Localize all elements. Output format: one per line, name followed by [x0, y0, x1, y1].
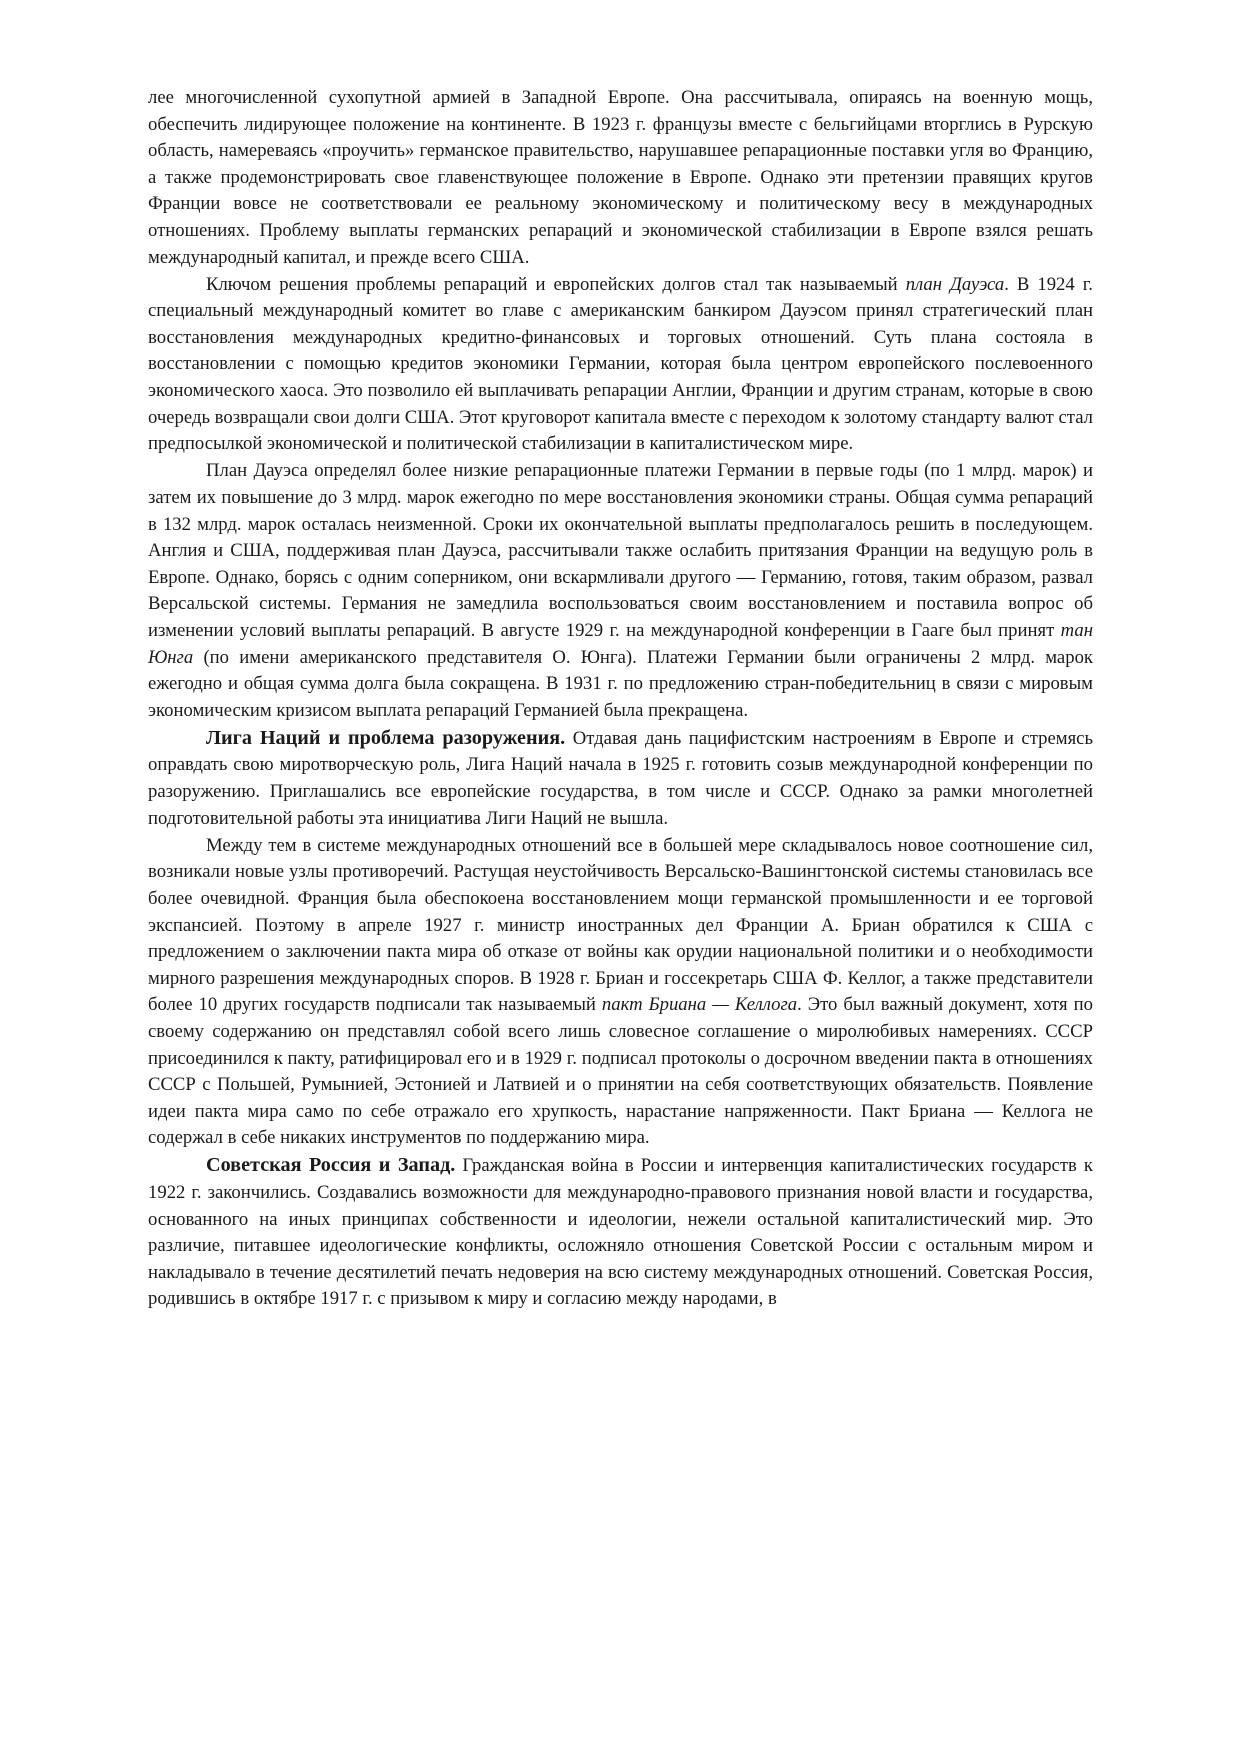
section-heading-soviet-russia-and-west: Советская Россия и Запад. — [206, 1154, 456, 1177]
paragraph-5 — [148, 833, 1093, 1152]
section-heading-league-of-nations: Лига Наций и проблема разоружения. — [206, 726, 566, 749]
paragraph-2-text-a: Ключом решения проблемы репараций и европейских долгов стал так называемый — [206, 273, 906, 295]
paragraph-1 — [148, 85, 1093, 271]
paragraph-4-text: Отдавая дань пацифистским настроениям в Европе и стремясь оправдать свою миротворческую роль, Лига Наций начала в 1925 г. готовить созыв международной конференции по разоружению. Приглашались все европейские государства, в том числе и СССР. Однако за рамки многолетней подготовительной работы эта инициатива Лиги Наций не вышла. — [148, 727, 1093, 829]
term-dawes-plan: план Дауэса — [905, 273, 1005, 295]
paragraph-3 — [148, 458, 1093, 724]
paragraph-5-text-b: . Это был важный документ, хотя по своему содержанию он представлял собой всего лишь словесное соглашение о миролюбивых намерениях. СССР присоединился к пакту, ратифицировал его и в 1929 г. подписал протоколы о досрочном введении пакта в отношениях СССР с Польшей, Румынией, Эстонией и Латвией и о принятии на себя соответствующих обязательств. Появление идеи пакта мира само по себе отражало его хрупкость, нарастание напряженности. Пакт Бриана — Келлога не содержал в себе никаких инструментов по поддержанию мира. — [148, 994, 1093, 1149]
paragraph-2-text-b: . В 1924 г. специальный международный комитет во главе с американским банкиром Дауэсом принял стратегический план восстановления международных кредитно-финансовых и торговых отношений. Суть плана состояла в восстановлении с помощью кредитов экономики Германии, которая была центром европейского послевоенного экономического хаоса. Это позволило ей выплачивать репарации Англии, Франции и другим странам, которые в свою очередь возвращали свои долги США. Этот круговорот капитала вместе с переходом к золотому стандарту валют стал предпосылкой экономической и политической стабилизации в капиталистическом мире. — [148, 273, 1093, 455]
paragraph-2 — [148, 272, 1093, 458]
term-young-plan: тан Юнга — [148, 619, 1093, 668]
paragraph-3-text-b: (по имени американского представителя О. Юнга). Платежи Германии были ограничены 2 млрд. марок ежегодно и общая сумма долга была сокращена. В 1931 г. по предложению стран-победительниц в связи с мировым экономическим кризисом выплата репараций Германией была прекращена. — [148, 646, 1093, 721]
paragraph-4 — [148, 725, 1093, 832]
paragraph-6 — [148, 1152, 1093, 1313]
document-page — [148, 85, 1093, 1314]
paragraph-5-text-a: Между тем в системе международных отношений все в большей мере складывалось новое соотношение сил, возникали новые узлы противоречий. Растущая неустойчивость Версальско-Вашингтонской системы становилась все более очевидной. Франция была обеспокоена восстановлением мощи германской промышленности и ее торговой экспансией. Поэтому в апреле 1927 г. министр иностранных дел Франции А. Бриан обратился к США с предложением о заключении пакта мира об отказе от войны как орудии национальной политики и о необходимости мирного разрешения международных споров. В 1928 г. Бриан и госсекретарь США Ф. Келлог, а также представители более 10 других государств подписали так называемый — [148, 834, 1093, 1016]
paragraph-6-text: Гражданская война в России и интервенция капиталистических государств к 1922 г. закончились. Создавались возможности для международно-правового признания новой власти и государства, основанного на иных принципах собственности и идеологии, нежели остальной капиталистический мир. Это различие, питавшее идеологические конфликты, осложняло отношения Советской России с остальным миром и накладывало в течение десятилетий печать недоверия на всю систему международных отношений. Советская Россия, родившись в октябре 1917 г. с призывом к миру и согласию между народами, в — [148, 1155, 1093, 1310]
term-briand-kellogg-pact: пакт Бриана — Келлога — [601, 994, 798, 1016]
paragraph-1-text: лее многочисленной сухопутной армией в Западной Европе. Она рассчитывала, опираясь на военную мощь, обеспечить лидирующее положение на континенте. В 1923 г. французы вместе с бельгийцами вторглись в Рурскую область, намереваясь «проучить» германское правительство, нарушавшее репарационные поставки угля во Францию, а также продемонстрировать свое главенствующее положение в Европе. Однако эти претензии правящих кругов Франции вовсе не соответствовали ее реальному экономическому и политическому весу в международных отношениях. Проблему выплаты германских репараций и экономической стабилизации в Европе взялся решать международный капитал, и прежде всего США. — [148, 87, 1093, 268]
paragraph-3-text-a: План Дауэса определял более низкие репарационные платежи Германии в первые годы (по 1 млрд. марок) и затем их повышение до 3 млрд. марок ежегодно по мере восстановления экономики страны. Общая сумма репараций в 132 млрд. марок осталась неизменной. Сроки их окончательной выплаты предполагалось решить в последующем. Англия и США, поддерживая план Дауэса, рассчитывали также ослабить притязания Франции на ведущую роль в Европе. Однако, борясь с одним соперником, они вскармливали другого — Германию, готовя, таким образом, развал Версальской системы. Германия не замедлила воспользоваться своим восстановлением и поставила вопрос об изменении условий выплаты репараций. В августе 1929 г. на международной конференции в Гааге был принят — [148, 460, 1093, 641]
